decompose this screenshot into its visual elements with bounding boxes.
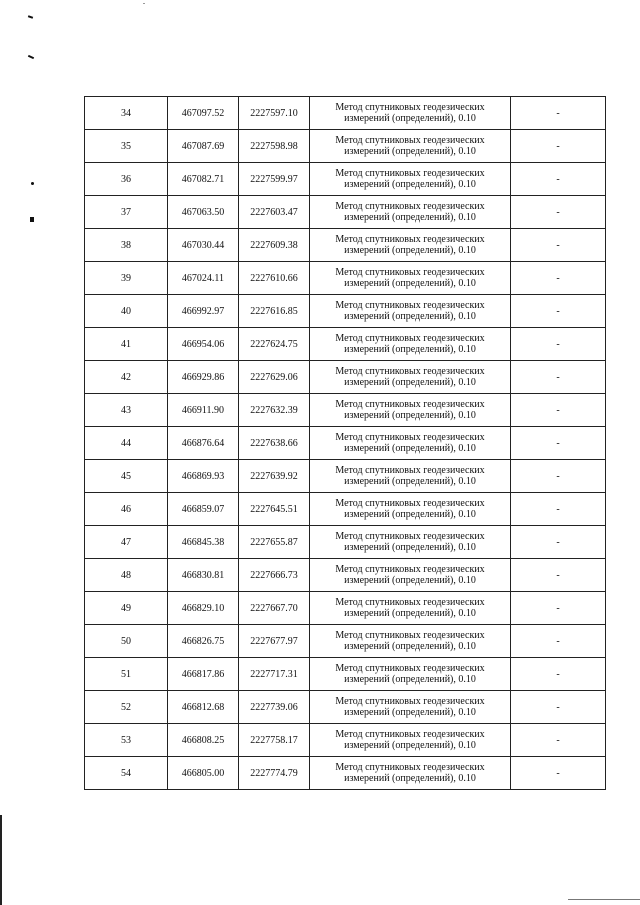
point-number-cell: 52 xyxy=(85,691,168,724)
description-cell: - xyxy=(511,757,606,790)
description-cell: - xyxy=(511,163,606,196)
method-cell xyxy=(310,262,511,295)
method-line: Метод спутниковых геодезических xyxy=(335,102,485,113)
scan-edge-line xyxy=(0,815,2,905)
x-coordinate-cell: 466954.06 xyxy=(168,328,239,361)
description-cell: - xyxy=(511,493,606,526)
method-cell xyxy=(310,427,511,460)
method-line: измерений (определений), 0.10 xyxy=(344,509,476,520)
description-cell: - xyxy=(511,625,606,658)
point-number-cell: 39 xyxy=(85,262,168,295)
point-number-cell: 47 xyxy=(85,526,168,559)
method-line: Метод спутниковых геодезических xyxy=(335,168,485,179)
method-line: Метод спутниковых геодезических xyxy=(335,762,485,773)
y-coordinate-cell: 2227655.87 xyxy=(239,526,310,559)
y-coordinate-cell: 2227599.97 xyxy=(239,163,310,196)
table-row xyxy=(85,724,606,757)
y-coordinate-cell: 2227616.85 xyxy=(239,295,310,328)
x-coordinate-cell: 466829.10 xyxy=(168,592,239,625)
table-row xyxy=(85,757,606,790)
y-coordinate-cell: 2227667.70 xyxy=(239,592,310,625)
x-coordinate-cell: 466929.86 xyxy=(168,361,239,394)
method-line: измерений (определений), 0.10 xyxy=(344,608,476,619)
description-cell: - xyxy=(511,97,606,130)
point-number-cell: 46 xyxy=(85,493,168,526)
point-number-cell: 41 xyxy=(85,328,168,361)
x-coordinate-cell: 467063.50 xyxy=(168,196,239,229)
table-row xyxy=(85,493,606,526)
table-row xyxy=(85,427,606,460)
method-cell xyxy=(310,592,511,625)
scan-mark xyxy=(28,15,33,19)
method-line: измерений (определений), 0.10 xyxy=(344,410,476,421)
method-cell xyxy=(310,97,511,130)
method-cell xyxy=(310,526,511,559)
method-line: измерений (определений), 0.10 xyxy=(344,641,476,652)
table-row xyxy=(85,592,606,625)
method-line: измерений (определений), 0.10 xyxy=(344,311,476,322)
y-coordinate-cell: 2227624.75 xyxy=(239,328,310,361)
point-number-cell: 44 xyxy=(85,427,168,460)
y-coordinate-cell: 2227774.79 xyxy=(239,757,310,790)
method-line: измерений (определений), 0.10 xyxy=(344,245,476,256)
point-number-cell: 35 xyxy=(85,130,168,163)
y-coordinate-cell: 2227645.51 xyxy=(239,493,310,526)
scan-bottom-line xyxy=(568,899,640,900)
method-cell xyxy=(310,229,511,262)
x-coordinate-cell: 467024.11 xyxy=(168,262,239,295)
x-coordinate-cell: 466992.97 xyxy=(168,295,239,328)
method-line: измерений (определений), 0.10 xyxy=(344,674,476,685)
method-line: измерений (определений), 0.10 xyxy=(344,212,476,223)
x-coordinate-cell: 467030.44 xyxy=(168,229,239,262)
x-coordinate-cell: 466876.64 xyxy=(168,427,239,460)
point-number-cell: 48 xyxy=(85,559,168,592)
method-line: Метод спутниковых геодезических xyxy=(335,465,485,476)
method-line: Метод спутниковых геодезических xyxy=(335,333,485,344)
method-line: Метод спутниковых геодезических xyxy=(335,399,485,410)
coordinates-table xyxy=(84,96,606,790)
method-cell xyxy=(310,493,511,526)
method-line: Метод спутниковых геодезических xyxy=(335,498,485,509)
method-line: Метод спутниковых геодезических xyxy=(335,663,485,674)
table-row xyxy=(85,97,606,130)
description-cell: - xyxy=(511,130,606,163)
method-line: Метод спутниковых геодезических xyxy=(335,564,485,575)
x-coordinate-cell: 466826.75 xyxy=(168,625,239,658)
table-row xyxy=(85,229,606,262)
y-coordinate-cell: 2227629.06 xyxy=(239,361,310,394)
method-line: измерений (определений), 0.10 xyxy=(344,443,476,454)
y-coordinate-cell: 2227677.97 xyxy=(239,625,310,658)
table-row xyxy=(85,361,606,394)
x-coordinate-cell: 467087.69 xyxy=(168,130,239,163)
method-line: Метод спутниковых геодезических xyxy=(335,300,485,311)
y-coordinate-cell: 2227609.38 xyxy=(239,229,310,262)
method-cell xyxy=(310,163,511,196)
description-cell: - xyxy=(511,724,606,757)
method-cell xyxy=(310,559,511,592)
method-line: измерений (определений), 0.10 xyxy=(344,476,476,487)
x-coordinate-cell: 467097.52 xyxy=(168,97,239,130)
description-cell: - xyxy=(511,196,606,229)
description-cell: - xyxy=(511,262,606,295)
method-cell xyxy=(310,625,511,658)
table-row xyxy=(85,526,606,559)
table-row xyxy=(85,328,606,361)
scan-mark xyxy=(30,217,34,222)
point-number-cell: 34 xyxy=(85,97,168,130)
y-coordinate-cell: 2227638.66 xyxy=(239,427,310,460)
method-line: измерений (определений), 0.10 xyxy=(344,113,476,124)
x-coordinate-cell: 466805.00 xyxy=(168,757,239,790)
x-coordinate-cell: 466817.86 xyxy=(168,658,239,691)
y-coordinate-cell: 2227717.31 xyxy=(239,658,310,691)
scan-mark xyxy=(31,182,34,185)
method-line: Метод спутниковых геодезических xyxy=(335,366,485,377)
method-cell xyxy=(310,757,511,790)
point-number-cell: 54 xyxy=(85,757,168,790)
scan-mark xyxy=(28,55,34,59)
method-line: Метод спутниковых геодезических xyxy=(335,729,485,740)
y-coordinate-cell: 2227610.66 xyxy=(239,262,310,295)
table-row xyxy=(85,559,606,592)
x-coordinate-cell: 466812.68 xyxy=(168,691,239,724)
table-row xyxy=(85,658,606,691)
scan-speck xyxy=(143,3,145,4)
x-coordinate-cell: 466845.38 xyxy=(168,526,239,559)
description-cell: - xyxy=(511,559,606,592)
method-cell xyxy=(310,460,511,493)
description-cell: - xyxy=(511,361,606,394)
point-number-cell: 53 xyxy=(85,724,168,757)
method-line: Метод спутниковых геодезических xyxy=(335,135,485,146)
table-row xyxy=(85,163,606,196)
method-cell xyxy=(310,361,511,394)
method-line: Метод спутниковых геодезических xyxy=(335,267,485,278)
method-line: измерений (определений), 0.10 xyxy=(344,740,476,751)
x-coordinate-cell: 466869.93 xyxy=(168,460,239,493)
point-number-cell: 42 xyxy=(85,361,168,394)
table-row xyxy=(85,295,606,328)
method-cell xyxy=(310,394,511,427)
point-number-cell: 36 xyxy=(85,163,168,196)
point-number-cell: 38 xyxy=(85,229,168,262)
y-coordinate-cell: 2227632.39 xyxy=(239,394,310,427)
point-number-cell: 51 xyxy=(85,658,168,691)
method-cell xyxy=(310,724,511,757)
y-coordinate-cell: 2227603.47 xyxy=(239,196,310,229)
method-line: Метод спутниковых геодезических xyxy=(335,432,485,443)
y-coordinate-cell: 2227597.10 xyxy=(239,97,310,130)
description-cell: - xyxy=(511,526,606,559)
method-line: Метод спутниковых геодезических xyxy=(335,630,485,641)
table-row xyxy=(85,460,606,493)
table-row xyxy=(85,394,606,427)
x-coordinate-cell: 466859.07 xyxy=(168,493,239,526)
table-row xyxy=(85,691,606,724)
description-cell: - xyxy=(511,229,606,262)
method-line: измерений (определений), 0.10 xyxy=(344,179,476,190)
y-coordinate-cell: 2227739.06 xyxy=(239,691,310,724)
description-cell: - xyxy=(511,592,606,625)
method-line: измерений (определений), 0.10 xyxy=(344,575,476,586)
method-cell xyxy=(310,328,511,361)
point-number-cell: 45 xyxy=(85,460,168,493)
table-row xyxy=(85,625,606,658)
method-line: Метод спутниковых геодезических xyxy=(335,597,485,608)
y-coordinate-cell: 2227639.92 xyxy=(239,460,310,493)
method-cell xyxy=(310,658,511,691)
method-line: Метод спутниковых геодезических xyxy=(335,531,485,542)
description-cell: - xyxy=(511,328,606,361)
point-number-cell: 43 xyxy=(85,394,168,427)
table-row xyxy=(85,130,606,163)
description-cell: - xyxy=(511,691,606,724)
x-coordinate-cell: 466808.25 xyxy=(168,724,239,757)
method-line: Метод спутниковых геодезических xyxy=(335,696,485,707)
y-coordinate-cell: 2227598.98 xyxy=(239,130,310,163)
method-line: Метод спутниковых геодезических xyxy=(335,201,485,212)
method-line: измерений (определений), 0.10 xyxy=(344,707,476,718)
point-number-cell: 40 xyxy=(85,295,168,328)
method-line: измерений (определений), 0.10 xyxy=(344,278,476,289)
table-row xyxy=(85,262,606,295)
x-coordinate-cell: 466911.90 xyxy=(168,394,239,427)
description-cell: - xyxy=(511,427,606,460)
method-cell xyxy=(310,196,511,229)
x-coordinate-cell: 466830.81 xyxy=(168,559,239,592)
table-row xyxy=(85,196,606,229)
point-number-cell: 50 xyxy=(85,625,168,658)
method-line: измерений (определений), 0.10 xyxy=(344,542,476,553)
method-cell xyxy=(310,691,511,724)
y-coordinate-cell: 2227666.73 xyxy=(239,559,310,592)
description-cell: - xyxy=(511,295,606,328)
method-line: измерений (определений), 0.10 xyxy=(344,773,476,784)
point-number-cell: 37 xyxy=(85,196,168,229)
method-line: измерений (определений), 0.10 xyxy=(344,377,476,388)
method-line: Метод спутниковых геодезических xyxy=(335,234,485,245)
point-number-cell: 49 xyxy=(85,592,168,625)
description-cell: - xyxy=(511,394,606,427)
coordinates-table-body xyxy=(85,97,606,790)
method-cell xyxy=(310,130,511,163)
y-coordinate-cell: 2227758.17 xyxy=(239,724,310,757)
description-cell: - xyxy=(511,460,606,493)
method-cell xyxy=(310,295,511,328)
method-line: измерений (определений), 0.10 xyxy=(344,344,476,355)
x-coordinate-cell: 467082.71 xyxy=(168,163,239,196)
description-cell: - xyxy=(511,658,606,691)
method-line: измерений (определений), 0.10 xyxy=(344,146,476,157)
